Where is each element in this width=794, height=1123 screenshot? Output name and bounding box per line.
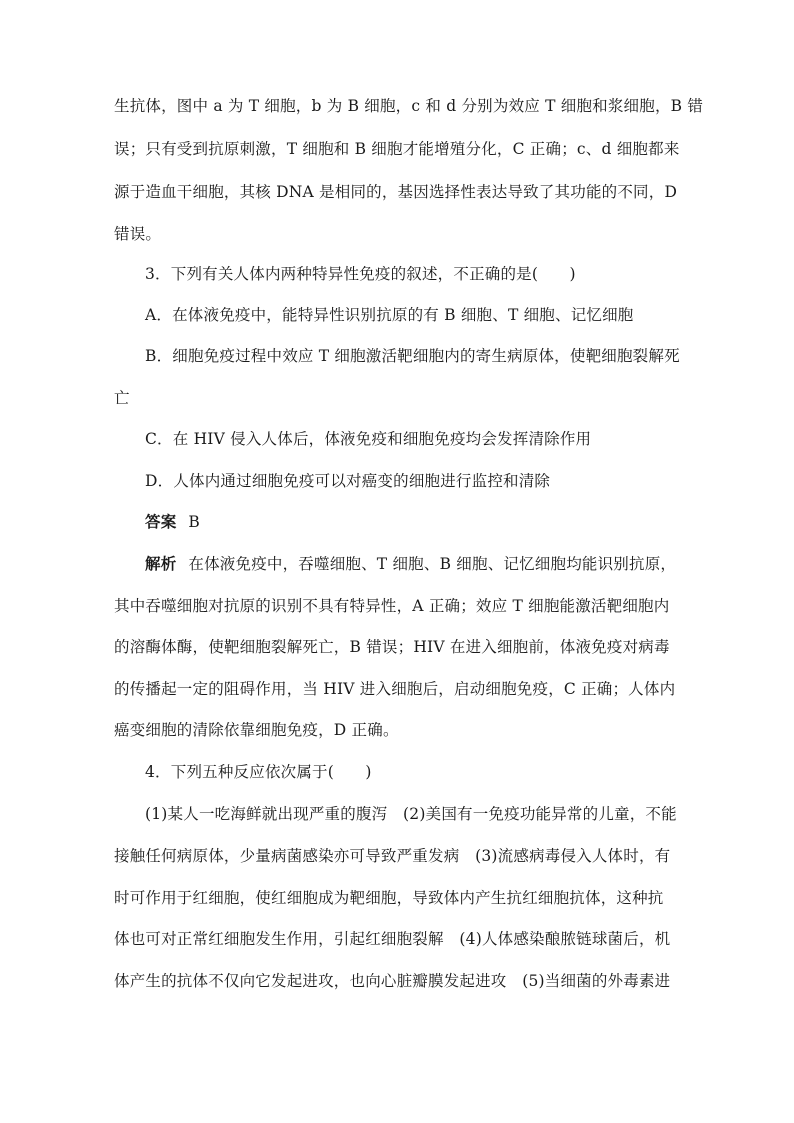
analysis-label: 解析: [145, 554, 177, 573]
explanation-line-2: 误；只有受到抗原刺激，T 细胞和 B 细胞才能增殖分化，C 正确；c、d 细胞都来: [114, 140, 680, 158]
explanation-line-3: 源于造血干细胞，其核 DNA 是相同的，基因选择性表达导致了其功能的不同，D: [114, 183, 678, 201]
answer-value: B: [188, 513, 200, 531]
q3-option-b-line-1: B．细胞免疫过程中效应 T 细胞激活靶细胞内的寄生病原体，使靶细胞裂解死: [145, 347, 680, 365]
q4-stem: 4．下列五种反应依次属于( ): [145, 763, 372, 781]
q3-option-b-line-2: 亡: [114, 389, 130, 407]
analysis-line-4: 的传播起一定的阻碍作用，当 HIV 进入细胞后，启动细胞免疫，C 正确；人体内: [114, 680, 676, 698]
analysis-line-1: 在体液免疫中，吞噬细胞、T 细胞、B 细胞、记忆细胞均能识别抗原，: [188, 555, 677, 573]
q3-analysis-row: [145, 554, 685, 574]
q4-body-line-1: (1)某人一吃海鲜就出现严重的腹泻 (2)美国有一免疫功能异常的儿童，不能: [145, 805, 677, 823]
q3-option-c: C．在 HIV 侵入人体后，体液免疫和细胞免疫均会发挥清除作用: [145, 430, 592, 448]
explanation-line-1: 生抗体，图中 a 为 T 细胞，b 为 B 细胞，c 和 d 分别为效应 T 细胞和浆细胞，B 错: [114, 97, 704, 115]
q3-stem: 3．下列有关人体内两种特异性免疫的叙述，不正确的是( ): [145, 265, 576, 283]
answer-label: 答案: [145, 512, 177, 531]
q3-option-a: A．在体液免疫中，能特异性识别抗原的有 B 细胞、T 细胞、记忆细胞: [145, 306, 634, 324]
q4-body-line-5: 体产生的抗体不仅向它发起进攻，也向心脏瓣膜发起进攻 (5)当细菌的外毒素进: [114, 972, 671, 990]
q4-body-line-4: 体也可对正常红细胞发生作用，引起红细胞裂解 (4)人体感染酿脓链球菌后，机: [114, 930, 671, 948]
q4-body-line-3: 时可作用于红细胞，使红细胞成为靶细胞，导致体内产生抗红细胞抗体，这种抗: [114, 889, 664, 907]
q4-body-line-2: 接触任何病原体，少量病菌感染亦可导致严重发病 (3)流感病毒侵入人体时，有: [114, 847, 671, 865]
explanation-line-4: 错误。: [114, 225, 162, 243]
q3-option-d: D．人体内通过细胞免疫可以对癌变的细胞进行监控和清除: [145, 472, 551, 490]
analysis-line-3: 的溶酶体酶，使靶细胞裂解死亡，B 错误；HIV 在进入细胞前，体液免疫对病毒: [114, 638, 670, 656]
analysis-line-2: 其中吞噬细胞对抗原的识别不具有特异性，A 正确；效应 T 细胞能激活靶细胞内: [114, 597, 670, 615]
q3-answer-row: [145, 512, 685, 532]
analysis-line-5: 癌变细胞的清除依靠细胞免疫，D 正确。: [114, 721, 399, 739]
